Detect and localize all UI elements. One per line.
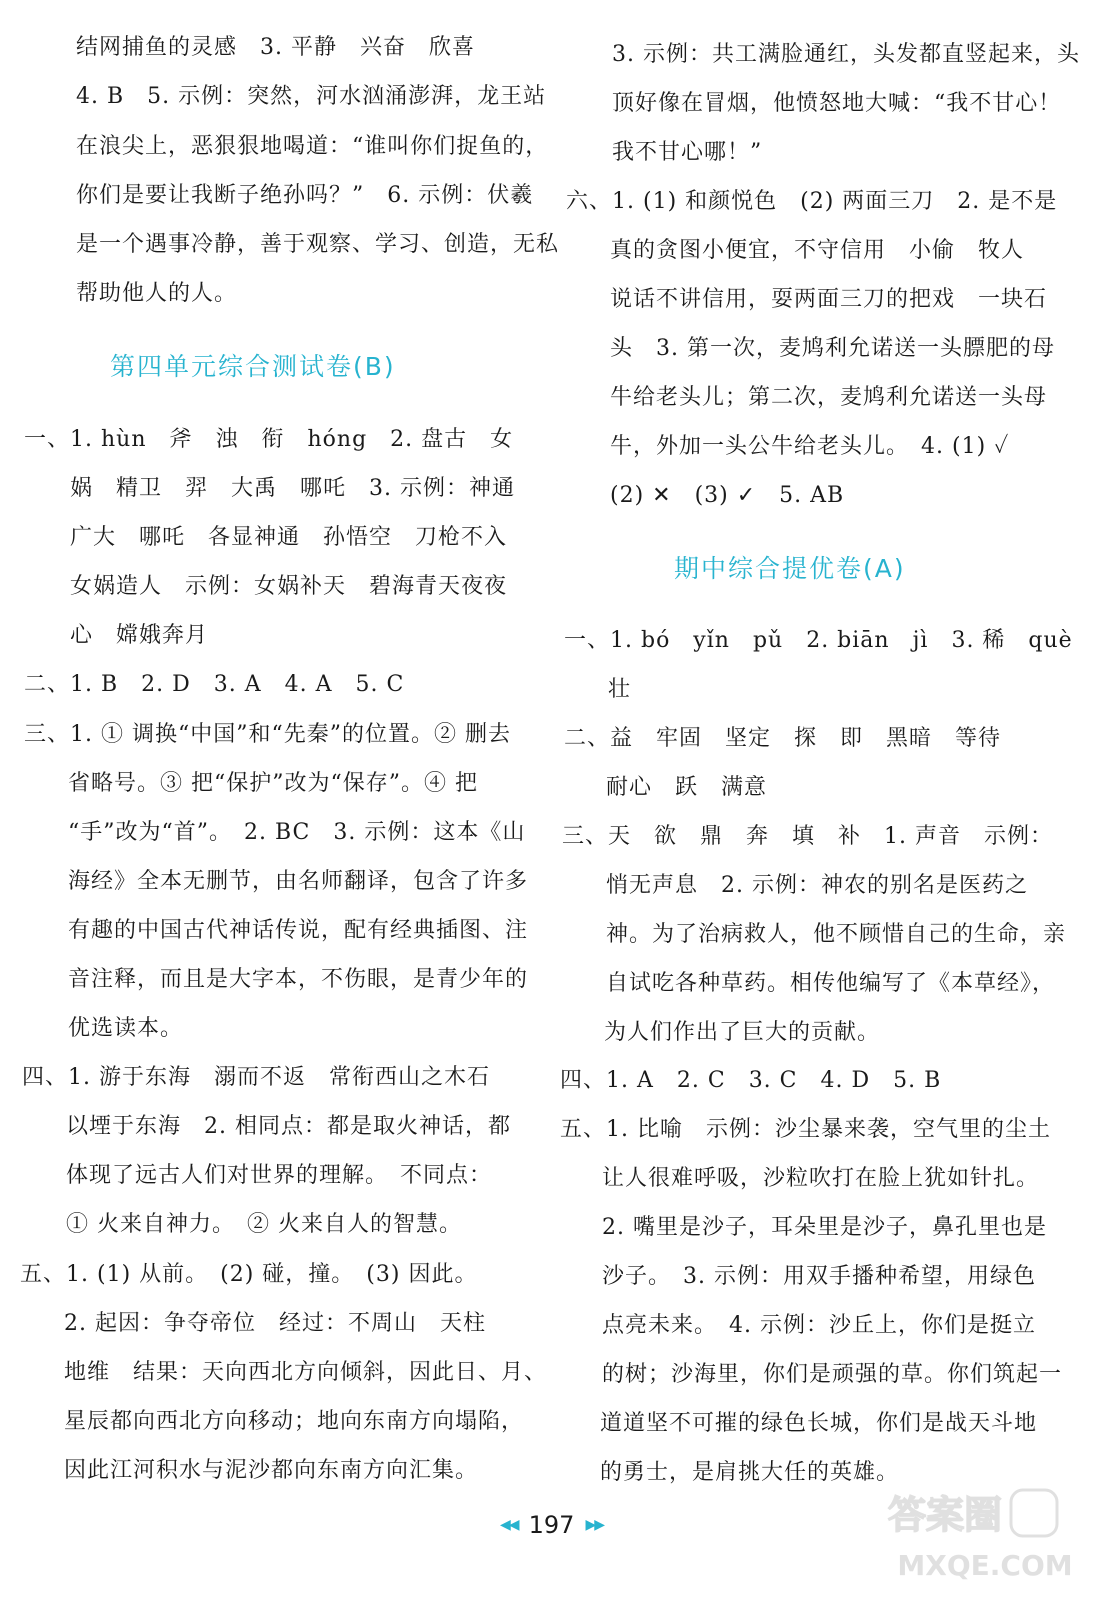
answer-line: ① 火来自神力。 ② 火来自人的智慧。 (66, 1212, 462, 1237)
answer-line: 的树；沙海里，你们是顽强的草。你们筑起一 (602, 1362, 1063, 1387)
answer-line: 点亮未来。 4. 示例：沙丘上，你们是挺立 (602, 1313, 1036, 1338)
answer-line: 顶好像在冒烟，他愤怒地大喊：“我不甘心！ (612, 91, 1062, 116)
answer-line: 有趣的中国古代神话传说，配有经典插图、注 (68, 918, 529, 943)
answer-line: 悄无声息 2. 示例：神农的别名是医药之 (606, 873, 1028, 898)
answer-line: 真的贪图小便宜，不守信用 小偷 牧人 (610, 238, 1025, 263)
answer-line: 五、1. 比喻 示例：沙尘暴来袭，空气里的尘土 (560, 1117, 1051, 1142)
answer-line: 让人很难呼吸，沙粒吹打在脸上犹如针扎。 (602, 1166, 1040, 1191)
next-page-arrows-icon: ▶▶ (585, 1517, 604, 1533)
answer-line: 在浪尖上，恶狠狠地喝道：“谁叫你们捉鱼的， (76, 134, 549, 159)
answer-line: 道道坚不可摧的绿色长城，你们是战天斗地 (600, 1411, 1038, 1436)
answer-line: 牛，外加一头公牛给老头儿。 4. (1) ✓ (610, 434, 1010, 459)
answer-line: 为人们作出了巨大的贡献。 (604, 1020, 881, 1045)
answer-line: 2. 嘴里是沙子，耳朵里是沙子，鼻孔里也是 (602, 1215, 1047, 1240)
answer-line: 心 嫦娥奔月 (70, 623, 209, 648)
answer-line: 音注释，而且是大字本，不伤眼，是青少年的 (68, 967, 529, 992)
answer-line: 广大 哪吒 各显神通 孙悟空 刀枪不入 (70, 525, 508, 550)
answer-line: 我不甘心哪！” (612, 140, 763, 165)
answer-line: 2. 起因：争夺帝位 经过：不周山 天柱 (64, 1311, 486, 1336)
answer-line: 沙子。 3. 示例：用双手播种希望，用绿色 (602, 1264, 1036, 1289)
answer-line: 海经》全本无删节，由名师翻译，包含了许多 (68, 869, 529, 894)
answer-line: 自试吃各种草药。相传他编写了《本草经》， (606, 971, 1056, 996)
answer-line: “手”改为“首”。 2. BC 3. 示例：这本《山 (68, 820, 526, 845)
answer-line: 说话不讲信用，耍两面三刀的把戏 一块石 (610, 287, 1048, 312)
answer-line: (2) ✕ (3) ✓ 5. AB (610, 483, 845, 508)
answer-line: 以堙于东海 2. 相同点：都是取火神话，都 (66, 1114, 511, 1139)
answer-line: 4. B 5. 示例：突然，河水汹涌澎湃，龙王站 (76, 84, 547, 109)
answer-line: 女娲造人 示例：女娲补天 碧海青天夜夜 (70, 574, 508, 599)
answer-line: 五、1. (1) 从前。 (2) 碰，撞。 (3) 因此。 (20, 1262, 478, 1287)
section-title: 第四单元综合测试卷(B) (110, 352, 396, 381)
answer-line: 的勇士，是肩挑大任的英雄。 (600, 1460, 900, 1485)
answer-line: 神。为了治病救人，他不顾惜自己的生命，亲 (606, 922, 1067, 947)
watermark-logo-text: 答案圈 (887, 1493, 1003, 1537)
answer-line: 是一个遇事冷静，善于观察、学习、创造，无私 (76, 232, 560, 257)
answer-line: 地维 结果：天向西北方向倾斜，因此日、月、 (64, 1360, 548, 1385)
answer-line: 二、益 牢固 坚定 探 即 黑暗 等待 (564, 726, 1002, 751)
answer-line: 二、1. B 2. D 3. A 4. A 5. C (24, 672, 405, 697)
answer-line: 3. 示例：共工满脸通红，头发都直竖起来，头 (612, 42, 1080, 67)
answer-line: 你们是要让我断子绝孙吗？” 6. 示例：伏羲 (76, 183, 534, 208)
answer-line: 一、1. hùn 斧 浊 衔 hóng 2. 盘古 女 (24, 427, 514, 452)
answer-line: 三、1. ① 调换“中国”和“先秦”的位置。② 删去 (24, 722, 511, 747)
answer-line: 六、1. (1) 和颜悦色 (2) 两面三刀 2. 是不是 (566, 189, 1058, 214)
answer-line: 因此江河积水与泥沙都向东南方向汇集。 (64, 1458, 479, 1483)
section-title: 期中综合提优卷(A) (674, 554, 906, 583)
answer-line: 娲 精卫 羿 大禹 哪吒 3. 示例：神通 (70, 476, 515, 501)
answer-line: 帮助他人的人。 (76, 281, 238, 306)
answer-line: 优选读本。 (68, 1016, 184, 1041)
watermark-logo-icon (885, 1470, 1085, 1590)
answer-line: 结网捕鱼的灵感 3. 平静 兴奋 欣喜 (76, 35, 475, 60)
answer-line: 四、1. 游于东海 溺而不返 常衔西山之木石 (22, 1065, 490, 1090)
answer-line: 牛给老头儿；第二次，麦鸠利允诺送一头母 (610, 385, 1048, 410)
page-number: 197 (528, 1511, 575, 1539)
answer-line: 省略号。③ 把“保护”改为“保存”。④ 把 (68, 771, 478, 796)
answer-line: 体现了远古人们对世界的理解。 不同点： (66, 1163, 493, 1188)
answer-line: 耐心 跃 满意 (606, 775, 768, 800)
answer-line: 星辰都向西北方向移动；地向东南方向塌陷， (64, 1409, 525, 1434)
answer-line: 头 3. 第一次，麦鸠利允诺送一头膘肥的母 (610, 336, 1055, 361)
answer-line: 四、1. A 2. C 3. C 4. D 5. B (560, 1068, 942, 1093)
answer-line: 壮 (608, 677, 632, 702)
answer-line: 三、天 欲 鼎 奔 填 补 1. 声音 示例： (562, 824, 1053, 849)
watermark-url: MXQE.COM (897, 1549, 1073, 1582)
answer-line: 一、1. bó yǐn pǔ 2. biān jì 3. 稀 què (564, 628, 1073, 653)
prev-page-arrows-icon: ◀◀ (499, 1517, 518, 1533)
